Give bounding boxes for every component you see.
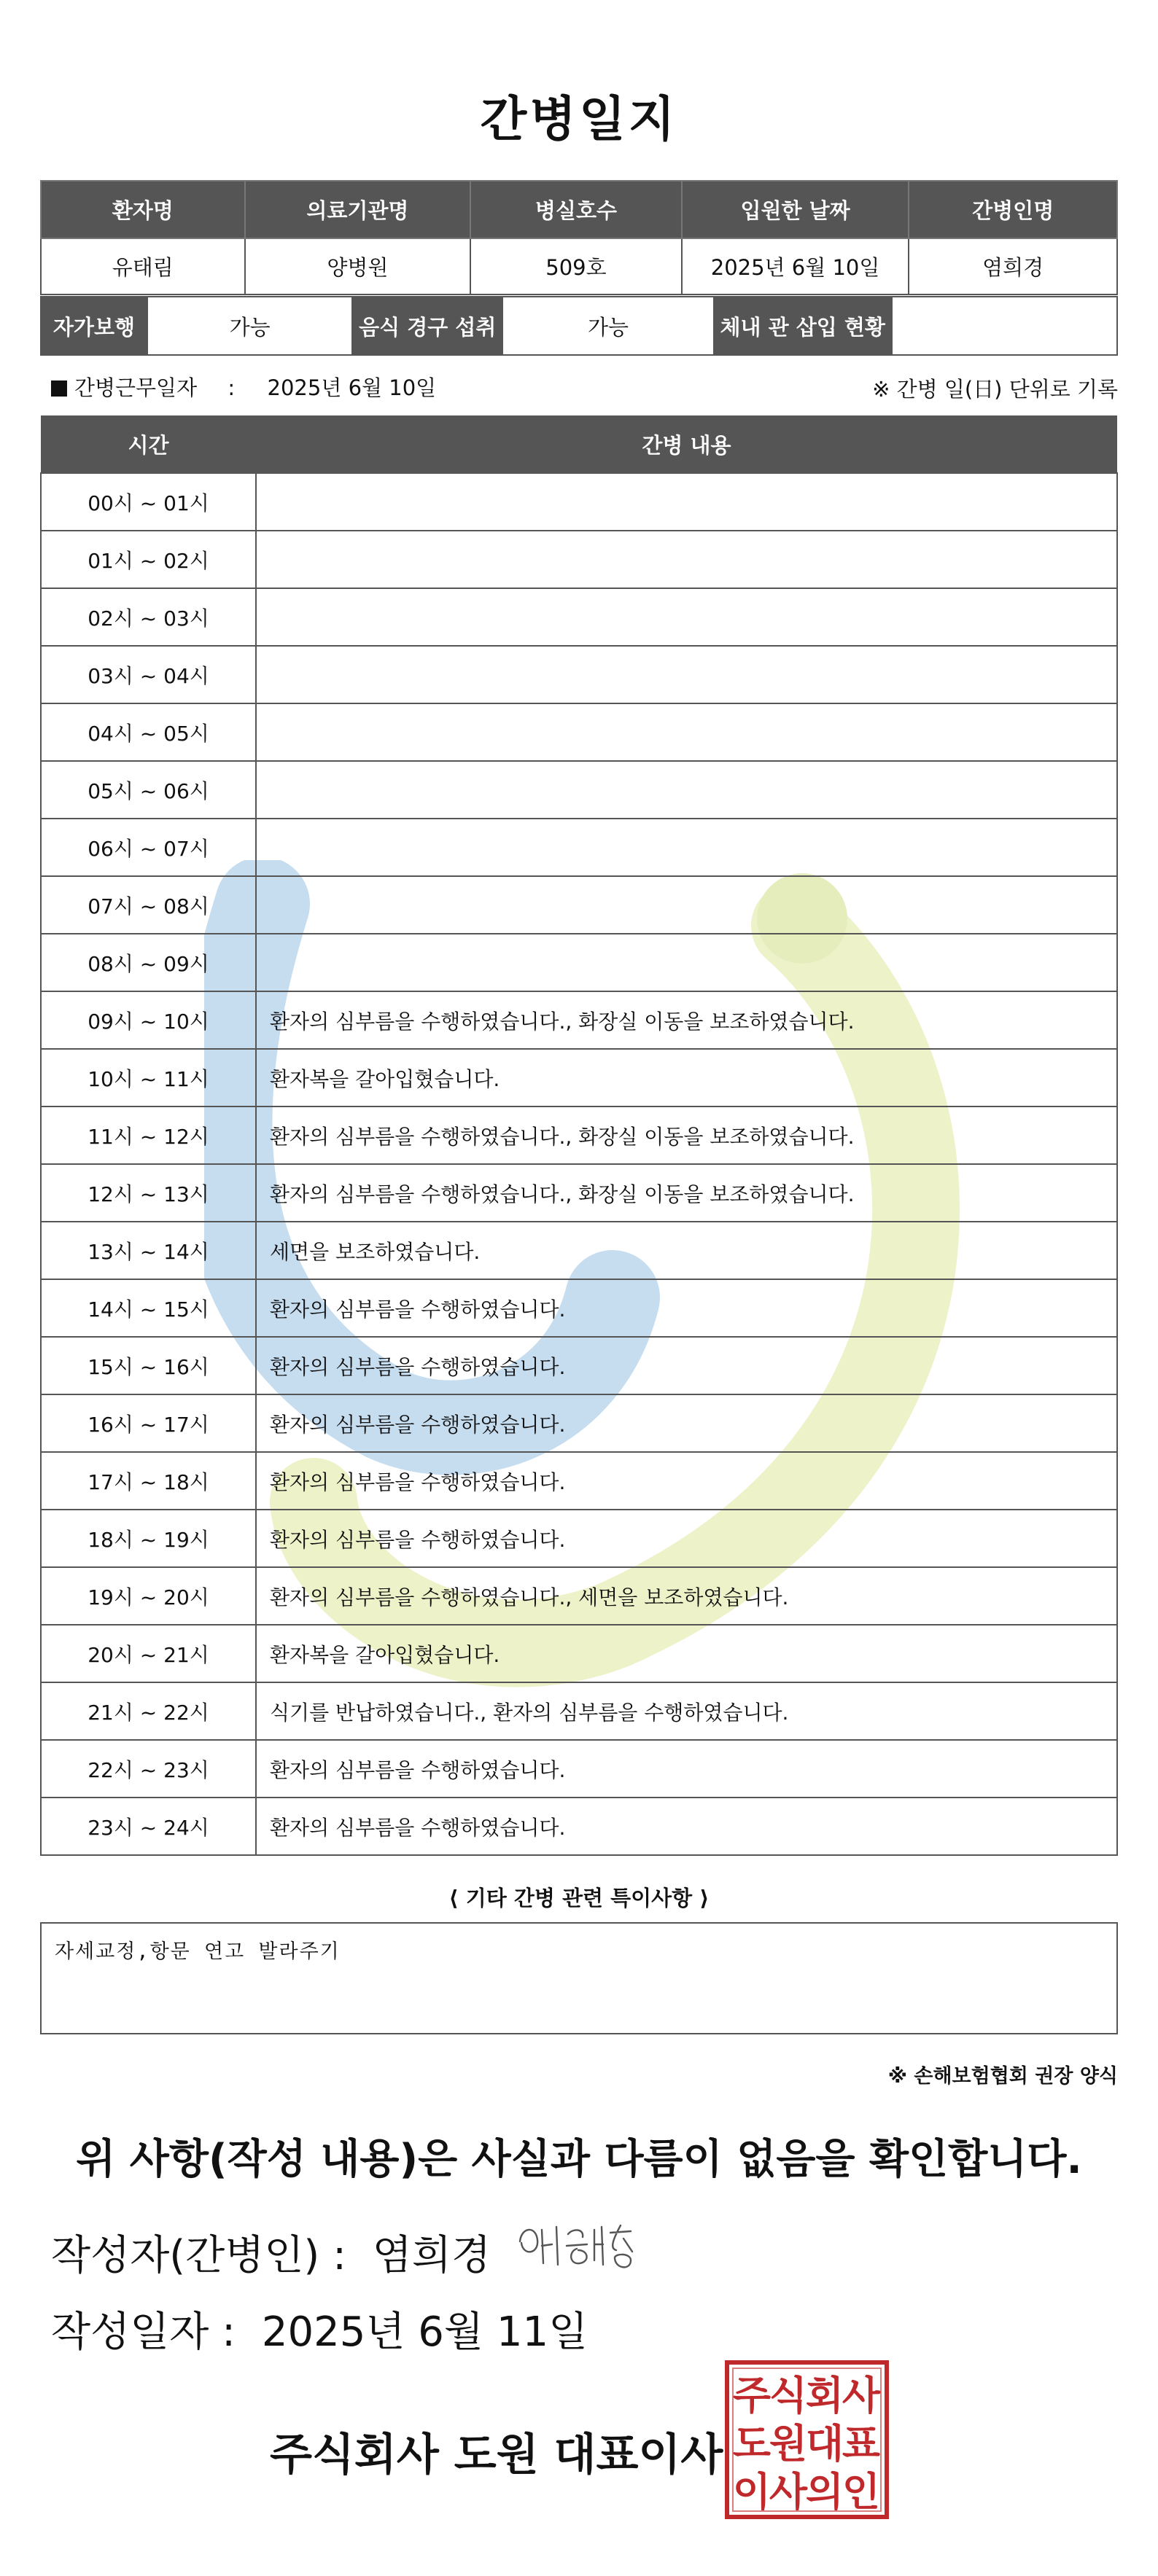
table-row: [41, 1164, 1117, 1222]
duty-date-value: 2025년 6월 10일: [267, 375, 437, 400]
log-time: 21시 ~ 22시: [41, 1682, 256, 1740]
log-time: 04시 ~ 05시: [41, 703, 256, 761]
hospital-name: 양병원: [245, 238, 471, 294]
log-content: 환자의 심부름을 수행하였습니다.: [256, 1279, 1117, 1337]
notes-text: 자세교정,항문 연고 발라주기: [55, 1940, 341, 1963]
table-row: [41, 646, 1117, 703]
table-row: [41, 1394, 1117, 1452]
care-log-body: [41, 473, 1117, 1855]
table-row: [41, 703, 1117, 761]
oral-intake-label: 음식 경구 섭취: [352, 297, 502, 355]
written-date-value: 2025년 6월 11일: [261, 2308, 588, 2356]
seal-character: 대: [805, 2421, 844, 2467]
log-content: [256, 703, 1117, 761]
log-time: 09시 ~ 10시: [41, 991, 256, 1049]
table-row: [41, 991, 1117, 1049]
log-content: [256, 761, 1117, 819]
header-caregiver-name: 간병인명: [909, 181, 1117, 238]
association-note: ※ 손해보험협회 권장 양식: [887, 2065, 1118, 2088]
tube-insertion-value: [892, 297, 1117, 355]
seal-character: 회: [805, 2373, 844, 2419]
oral-intake-value: 가능: [502, 297, 713, 355]
admission-date: 2025년 6월 10일: [682, 238, 909, 294]
log-content: [256, 876, 1117, 934]
header-patient-name: 환자명: [41, 181, 245, 238]
log-time: 15시 ~ 16시: [41, 1337, 256, 1394]
log-content: 환자의 심부름을 수행하였습니다., 화장실 이동을 보조하였습니다.: [256, 991, 1117, 1049]
log-content: [256, 934, 1117, 991]
log-content: [256, 531, 1117, 588]
log-time: 07시 ~ 08시: [41, 876, 256, 934]
notes-title: ⟨ 기타 간병 관련 특이사항 ⟩: [448, 1886, 710, 1910]
patient-status-table: [40, 296, 1118, 356]
table-row: [41, 1625, 1117, 1682]
log-time: 22시 ~ 23시: [41, 1740, 256, 1798]
table-row: [41, 1798, 1117, 1855]
table-row: [41, 1106, 1117, 1164]
duty-date-separator: :: [228, 375, 236, 400]
log-time: 14시 ~ 15시: [41, 1279, 256, 1337]
writer-label: 작성자(간병인) :: [51, 2232, 346, 2279]
table-row: [41, 1740, 1117, 1798]
document-title: 간병일지: [480, 91, 678, 147]
table-row: [41, 1567, 1117, 1625]
tube-insertion-label: 체내 관 삽입 현황: [714, 297, 892, 355]
table-row: [41, 761, 1117, 819]
log-content: 세면을 보조하였습니다.: [256, 1222, 1117, 1279]
log-time: 01시 ~ 02시: [41, 531, 256, 588]
patient-name: 유태림: [41, 238, 245, 294]
table-row: [41, 531, 1117, 588]
seal-character: 사: [842, 2373, 881, 2419]
log-time: 11시 ~ 12시: [41, 1106, 256, 1164]
log-content: 환자의 심부름을 수행하였습니다., 화장실 이동을 보조하였습니다.: [256, 1164, 1117, 1222]
log-time: 06시 ~ 07시: [41, 819, 256, 876]
log-time: 05시 ~ 06시: [41, 761, 256, 819]
writer-line: [51, 2223, 491, 2282]
header-admission-date: 입원한 날짜: [682, 181, 909, 238]
record-unit-note: ※ 간병 일(日) 단위로 기록: [872, 377, 1118, 402]
seal-character: 도: [732, 2421, 772, 2467]
room-number: 509호: [470, 238, 682, 294]
log-time: 08시 ~ 09시: [41, 934, 256, 991]
seal-character: 이: [732, 2469, 772, 2515]
table-row: [41, 819, 1117, 876]
header-care-content: 간병 내용: [256, 415, 1117, 473]
table-row: [41, 1279, 1117, 1337]
log-content: [256, 819, 1117, 876]
seal-character: 표: [842, 2421, 881, 2467]
company-representative: 주식회사 도원 대표이사: [270, 2429, 723, 2481]
seal-character: 주: [732, 2373, 772, 2419]
patient-info-table: [40, 180, 1118, 295]
log-content: 환자의 심부름을 수행하였습니다., 세면을 보조하였습니다.: [256, 1567, 1117, 1625]
writer-name: 염희경: [372, 2232, 491, 2279]
table-row: [41, 588, 1117, 646]
log-content: 환자의 심부름을 수행하였습니다.: [256, 1394, 1117, 1452]
seal-character: 인: [842, 2469, 881, 2515]
handwritten-signature: [514, 2220, 638, 2278]
log-time: 12시 ~ 13시: [41, 1164, 256, 1222]
log-content: 환자의 심부름을 수행하였습니다., 화장실 이동을 보조하였습니다.: [256, 1106, 1117, 1164]
care-log-table: [40, 415, 1118, 1856]
log-time: 02시 ~ 03시: [41, 588, 256, 646]
log-content: 환자복을 갈아입혔습니다.: [256, 1049, 1117, 1106]
company-seal-stamp: [724, 2360, 890, 2520]
written-date-label: 작성일자 :: [51, 2308, 236, 2356]
table-row: [41, 1510, 1117, 1567]
log-content: 환자의 심부름을 수행하였습니다.: [256, 1452, 1117, 1510]
log-time: 23시 ~ 24시: [41, 1798, 256, 1855]
log-time: 17시 ~ 18시: [41, 1452, 256, 1510]
log-content: 식기를 반납하였습니다., 환자의 심부름을 수행하였습니다.: [256, 1682, 1117, 1740]
log-content: 환자의 심부름을 수행하였습니다.: [256, 1337, 1117, 1394]
log-time: 03시 ~ 04시: [41, 646, 256, 703]
table-row: [41, 1452, 1117, 1510]
table-row: [41, 876, 1117, 934]
log-time: 19시 ~ 20시: [41, 1567, 256, 1625]
written-date-line: [51, 2300, 588, 2358]
log-time: 16시 ~ 17시: [41, 1394, 256, 1452]
log-content: [256, 646, 1117, 703]
header-hospital-name: 의료기관명: [245, 181, 471, 238]
log-time: 13시 ~ 14시: [41, 1222, 256, 1279]
log-content: 환자의 심부름을 수행하였습니다.: [256, 1798, 1117, 1855]
log-content: [256, 473, 1117, 531]
table-row: [41, 473, 1117, 531]
notes-box: [40, 1922, 1118, 2034]
square-bullet-icon: [51, 380, 67, 397]
seal-character: 원: [769, 2421, 808, 2467]
duty-date-label: 간병근무일자: [74, 375, 198, 400]
log-time: 20시 ~ 21시: [41, 1625, 256, 1682]
log-time: 18시 ~ 19시: [41, 1510, 256, 1567]
caregiver-name: 염희경: [909, 238, 1117, 294]
duty-date: [51, 372, 436, 402]
table-row: [41, 1222, 1117, 1279]
log-content: 환자복을 갈아입혔습니다.: [256, 1625, 1117, 1682]
table-row: [41, 1682, 1117, 1740]
table-row: [41, 1049, 1117, 1106]
log-time: 10시 ~ 11시: [41, 1049, 256, 1106]
self-walking-value: 가능: [147, 297, 352, 355]
table-row: [41, 934, 1117, 991]
log-content: [256, 588, 1117, 646]
log-content: 환자의 심부름을 수행하였습니다.: [256, 1740, 1117, 1798]
header-room-number: 병실호수: [470, 181, 682, 238]
table-row: [41, 1337, 1117, 1394]
header-time: 시간: [41, 415, 256, 473]
log-content: 환자의 심부름을 수행하였습니다.: [256, 1510, 1117, 1567]
log-time: 00시 ~ 01시: [41, 473, 256, 531]
seal-character: 사: [769, 2469, 808, 2515]
seal-character: 식: [769, 2373, 808, 2419]
seal-character: 의: [805, 2469, 844, 2515]
self-walking-label: 자가보행: [41, 297, 147, 355]
confirmation-statement: 위 사항(작성 내용)은 사실과 다름이 없음을 확인합니다.: [76, 2136, 1082, 2183]
